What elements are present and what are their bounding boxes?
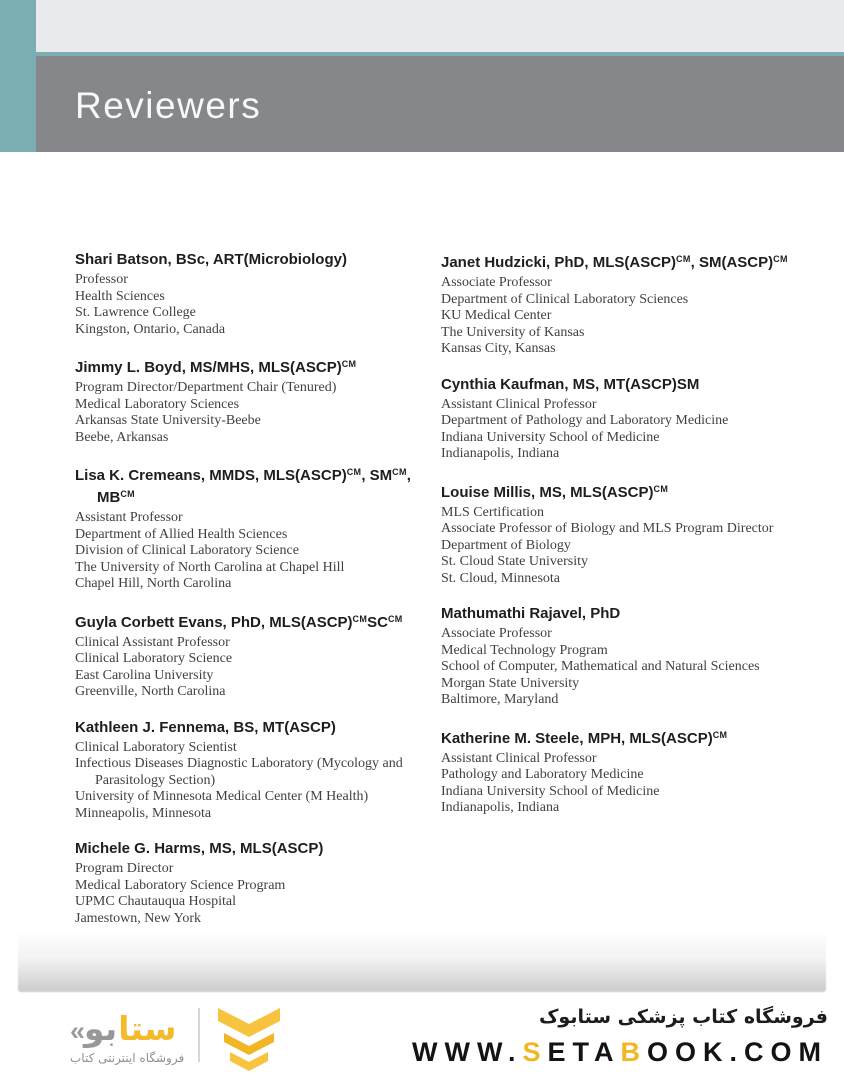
reviewer-detail-line: Morgan State University [441, 675, 580, 691]
reviewer-name: Louise Millis, MS, MLS(ASCP)$^{CM}$ [441, 483, 669, 501]
reviewer-detail-line: University of Minnesota Medical Center (M Health) [75, 789, 369, 804]
reviewer-detail-line: Department of Pathology and Laboratory Medicine [441, 413, 729, 428]
reviewer-detail-line: Arkansas State University-Beebe [75, 413, 261, 428]
reviewer-detail-line: Kingston, Ontario, Canada [75, 321, 226, 337]
stacked-chevrons-icon [216, 1006, 282, 1072]
reviewer-name: Kathleen J. Fennema, BS, MT(ASCP) [75, 718, 336, 736]
reviewers-right-column [441, 250, 837, 944]
reviewer-entry [441, 726, 837, 817]
reviewer-entry [75, 463, 433, 593]
reviewer-detail-line: KU Medical Center [441, 308, 552, 323]
reviewer-detail-line: Pathology and Laboratory Medicine [441, 767, 644, 782]
reviewer-entry [441, 604, 837, 709]
reviewer-detail-line: Associate Professor [441, 275, 552, 290]
reviewer-detail-line: Medical Laboratory Science Program [75, 877, 286, 893]
reviewer-name: Jimmy L. Boyd, MS/MHS, MLS(ASCP)$^{CM}$ [75, 359, 357, 376]
footer-persian-title: فروشگاه کتاب پزشکی ستابوک [538, 1006, 828, 1028]
logo-word-gold: ستا [118, 1009, 177, 1048]
reviewer-detail-line: Program Director/Department Chair (Tenured) [75, 380, 337, 395]
reviewer-name: Shari Batson, BSc, ART(Microbiology) [75, 251, 347, 268]
reviewer-entry [75, 355, 433, 446]
reviewer-detail-line: Assistant Professor [75, 510, 183, 525]
setabook-logo [70, 1002, 282, 1072]
reviewer-name: Guyla Corbett Evans, PhD, $MLS(ASCP)^{CM}SC^{CM}$ [75, 613, 403, 631]
reviewer-detail-line: Clinical Laboratory Scientist [75, 739, 237, 755]
reviewer-entry [441, 480, 837, 588]
reviewer-detail-line: The University of North Carolina at Chapel Hill [75, 559, 345, 575]
reviewer-entry [75, 718, 433, 823]
reviewer-name: Janet Hudzicki, PhD, MLS(ASCP)$^{CM}$, SM(ASCP)$^{CM}$ [441, 254, 788, 271]
reviewer-detail-line: Baltimore, Maryland [441, 692, 559, 707]
reviewer-detail-line: St. Cloud, Minnesota [441, 570, 561, 586]
reviewer-name: Lisa K. Cremeans, MMDS, MLS(ASCP)$^{CM}$, $SM^{CM}$, $MB^{CM}$ [75, 467, 411, 506]
setabook-url: WWW.SETABOOK.COM [412, 1037, 828, 1067]
reviewer-entry [75, 839, 433, 927]
reviewers-list [75, 250, 837, 944]
reviewer-detail-line: MLS Certification [441, 504, 545, 520]
reviewer-name: Michele G. Harms, MS, MLS(ASCP) [75, 840, 324, 857]
page-bottom-shadow [18, 931, 826, 992]
reviewer-detail-line: Department of Clinical Laboratory Sciences [441, 291, 689, 307]
header-title-band [36, 56, 844, 152]
reviewer-detail-line: Program Director [75, 861, 174, 876]
reviewer-detail-line: Medical Technology Program [441, 642, 608, 658]
reviewer-entry [441, 375, 837, 463]
reviewer-detail-line: Professor [75, 272, 128, 287]
footer-watermark [70, 1002, 828, 1080]
reviewer-detail-line: Indiana University School of Medicine [441, 783, 660, 799]
logo-divider [198, 1008, 200, 1062]
reviewer-detail-line: Indianapolis, Indiana [441, 800, 560, 815]
reviewer-detail-line: Medical Laboratory Sciences [75, 396, 240, 412]
reviewer-entry [441, 250, 837, 358]
reviewer-detail-line: Indiana University School of Medicine [441, 429, 660, 445]
reviewer-detail-line: Clinical Laboratory Science [75, 651, 233, 666]
reviewer-detail-line: Associate Professor of Biology and MLS Program Director [441, 521, 774, 536]
reviewers-left-column [75, 250, 433, 944]
left-accent-bar [0, 0, 36, 152]
reviewer-detail-line: The University of Kansas [441, 324, 585, 340]
reviewer-name: Mathumathi Rajavel, PhD [441, 605, 621, 622]
reviewer-entry [75, 250, 433, 338]
reviewer-detail-line: School of Computer, Mathematical and Natural Sciences [441, 659, 760, 674]
logo-tagline: فروشگاه اینترنتی کتاب [70, 1051, 185, 1065]
reviewer-detail-line: East Carolina University [75, 667, 214, 683]
reviewer-detail-line: Assistant Clinical Professor [441, 750, 597, 766]
reviewer-detail-line: St. Cloud State University [441, 554, 588, 569]
reviewer-detail-line: UPMC Chautauqua Hospital [75, 894, 236, 909]
reviewer-detail-line: Assistant Clinical Professor [441, 396, 597, 412]
reviewer-entry [75, 610, 433, 701]
logo-word-gray: بو [84, 1009, 118, 1048]
reviewer-detail-line: Clinical Assistant Professor [75, 634, 230, 650]
logo-kaf-chevron: « [70, 1016, 84, 1046]
reviewer-detail-line: Department of Biology [441, 537, 571, 553]
reviewer-name: Cynthia Kaufman, MS, MT(ASCP)SM [441, 375, 700, 393]
reviewer-detail-line: Jamestown, New York [75, 910, 201, 926]
reviewer-detail-line: Greenville, North Carolina [75, 684, 226, 699]
reviewer-detail-line: Beebe, Arkansas [75, 429, 169, 445]
reviewer-detail-line: Health Sciences [75, 288, 165, 304]
header-top-band [36, 0, 844, 52]
reviewer-detail-line: Kansas City, Kansas [441, 341, 556, 356]
reviewer-detail-line: Department of Allied Health Sciences [75, 526, 288, 542]
reviewer-detail-line: Infectious Diseases Diagnostic Laboratory (Mycology and Parasitology Section) [75, 756, 403, 788]
reviewer-detail-line: Indianapolis, Indiana [441, 446, 560, 461]
reviewer-detail-line: St. Lawrence College [75, 305, 196, 320]
reviewer-detail-line: Chapel Hill, North Carolina [75, 576, 232, 591]
reviewer-name: Katherine M. Steele, MPH, MLS(ASCP)$^{CM}$ [441, 729, 728, 747]
reviewer-detail-line: Division of Clinical Laboratory Science [75, 543, 299, 558]
page-title: Reviewers [75, 85, 262, 126]
reviewer-detail-line: Minneapolis, Minnesota [75, 805, 212, 821]
reviewer-detail-line: Associate Professor [441, 626, 552, 641]
setabook-wordmark [70, 1009, 184, 1048]
